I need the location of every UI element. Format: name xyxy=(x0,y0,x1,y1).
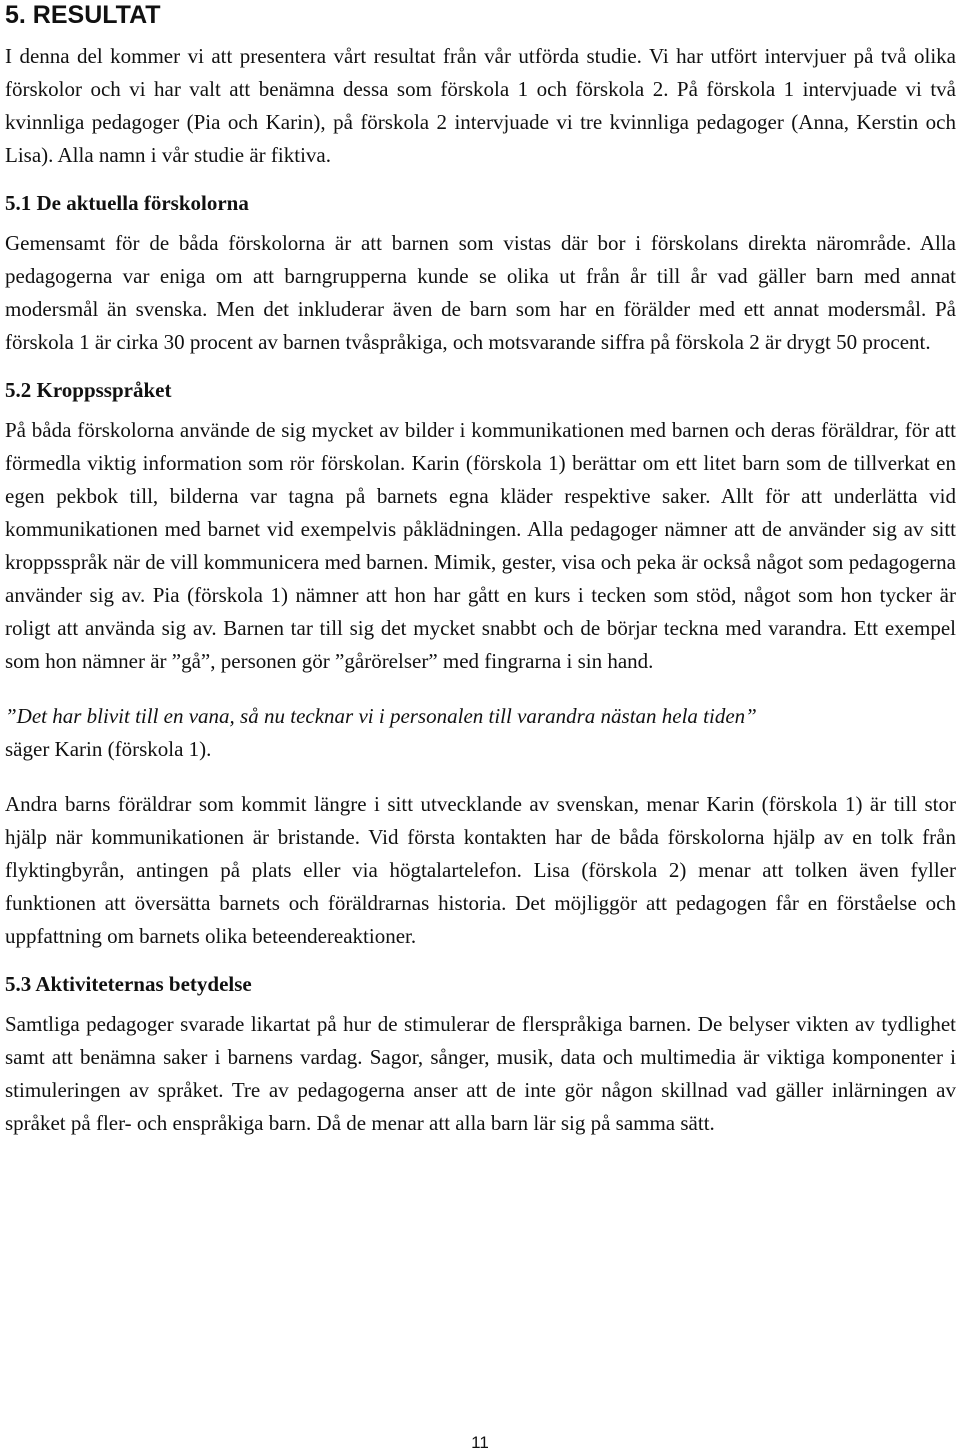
karin-quote: ”Det har blivit till en vana, så nu tecknar vi i personalen till varandra nästan hela tiden” xyxy=(5,704,757,728)
page-number: 11 xyxy=(471,1433,489,1452)
chapter-heading: 5. RESULTAT xyxy=(5,1,161,29)
section-heading-5-3: 5.3 Aktiviteternas betydelse xyxy=(5,972,252,996)
section-heading-5-2: 5.2 Kroppsspråket xyxy=(5,378,172,402)
document-page xyxy=(5,0,956,1140)
section-5-3-paragraph: Samtliga pedagoger svarade likartat på hur de stimulerar de flerspråkiga barnen. De belyser vikten av tydlighet samt att benämna saker i barnens vardag. Sagor, sånger, musik, data och multimedia är viktiga komponenter i stimuleringen av språket. Tre av pedagogerna anser att de inte gör någon skillnad vad gäller inlärningen av språket på fler- och enspråkiga barn. Då de menar att alla barn lär sig på samma sätt. xyxy=(5,1012,956,1135)
section-5-1-paragraph: Gemensamt för de båda förskolorna är att barnen som vistas där bor i förskolans direkta närområde. Alla pedagogerna var eniga om att barngrupperna kunde se olika ut från år till år vad gäller barn med annat modersmål än svenska. Men det inkluderar även de barn som har en förälder med ett annat modersmål. På förskola 1 är cirka 30 procent av barnen tvåspråkiga, och motsvarande siffra på förskola 2 är drygt 50 procent. xyxy=(5,231,956,354)
section-5-2-paragraph-1: På båda förskolorna använde de sig mycket av bilder i kommunikationen med barnen och deras föräldrar, för att förmedla viktig information som rör förskolan. Karin (förskola 1) berättar om ett litet barn som de tillverkat en egen pekbok till, bilderna var tagna på barnets egna kläder respektive saker. Allt för att underlätta vid kommunikationen med barnet vid exempelvis påklädningen. Alla pedagoger nämner att de använder sig av sitt kroppsspråk när de vill kommunicera med barnen. Mimik, gester, visa och peka är också något som pedagogerna använder sig av. Pia (förskola 1) nämner att hon har gått en kurs i tecken som stöd, något som hon tycker är roligt att använda sig av. Barnen tar till sig det mycket snabbt och de börjar teckna med varandra. Ett exempel som hon nämner är ”gå”, personen gör ”gårörelser” med fingrarna i sin hand. xyxy=(5,418,956,673)
section-5-2-paragraph-2: Andra barns föräldrar som kommit längre i sitt utvecklande av svenskan, menar Karin (förskola 1) är till stor hjälp när kommunikationen är bristande. Vid första kontakten har de båda förskolorna hjälp av en tolk från flyktingbyrån, antingen på plats eller via högtalartelefon. Lisa (förskola 2) menar att tolken även fyller funktionen att översätta barnets och föräldrarnas historia. Det möjliggör att pedagogen får en förståelse och uppfattning om barnets olika beteendereaktioner. xyxy=(5,792,956,948)
quote-attribution: säger Karin (förskola 1). xyxy=(5,737,212,761)
intro-paragraph: I denna del kommer vi att presentera vårt resultat från vår utförda studie. Vi har utfört intervjuer på två olika förskolor och vi har valt att benämna dessa som förskola 1 och förskola 2. På förskola 1 intervjuade vi två kvinnliga pedagoger (Pia och Karin), på förskola 2 intervjuade vi tre kvinnliga pedagoger (Anna, Kerstin och Lisa). Alla namn i vår studie är fiktiva. xyxy=(5,44,956,167)
section-heading-5-1: 5.1 De aktuella förskolorna xyxy=(5,191,249,215)
